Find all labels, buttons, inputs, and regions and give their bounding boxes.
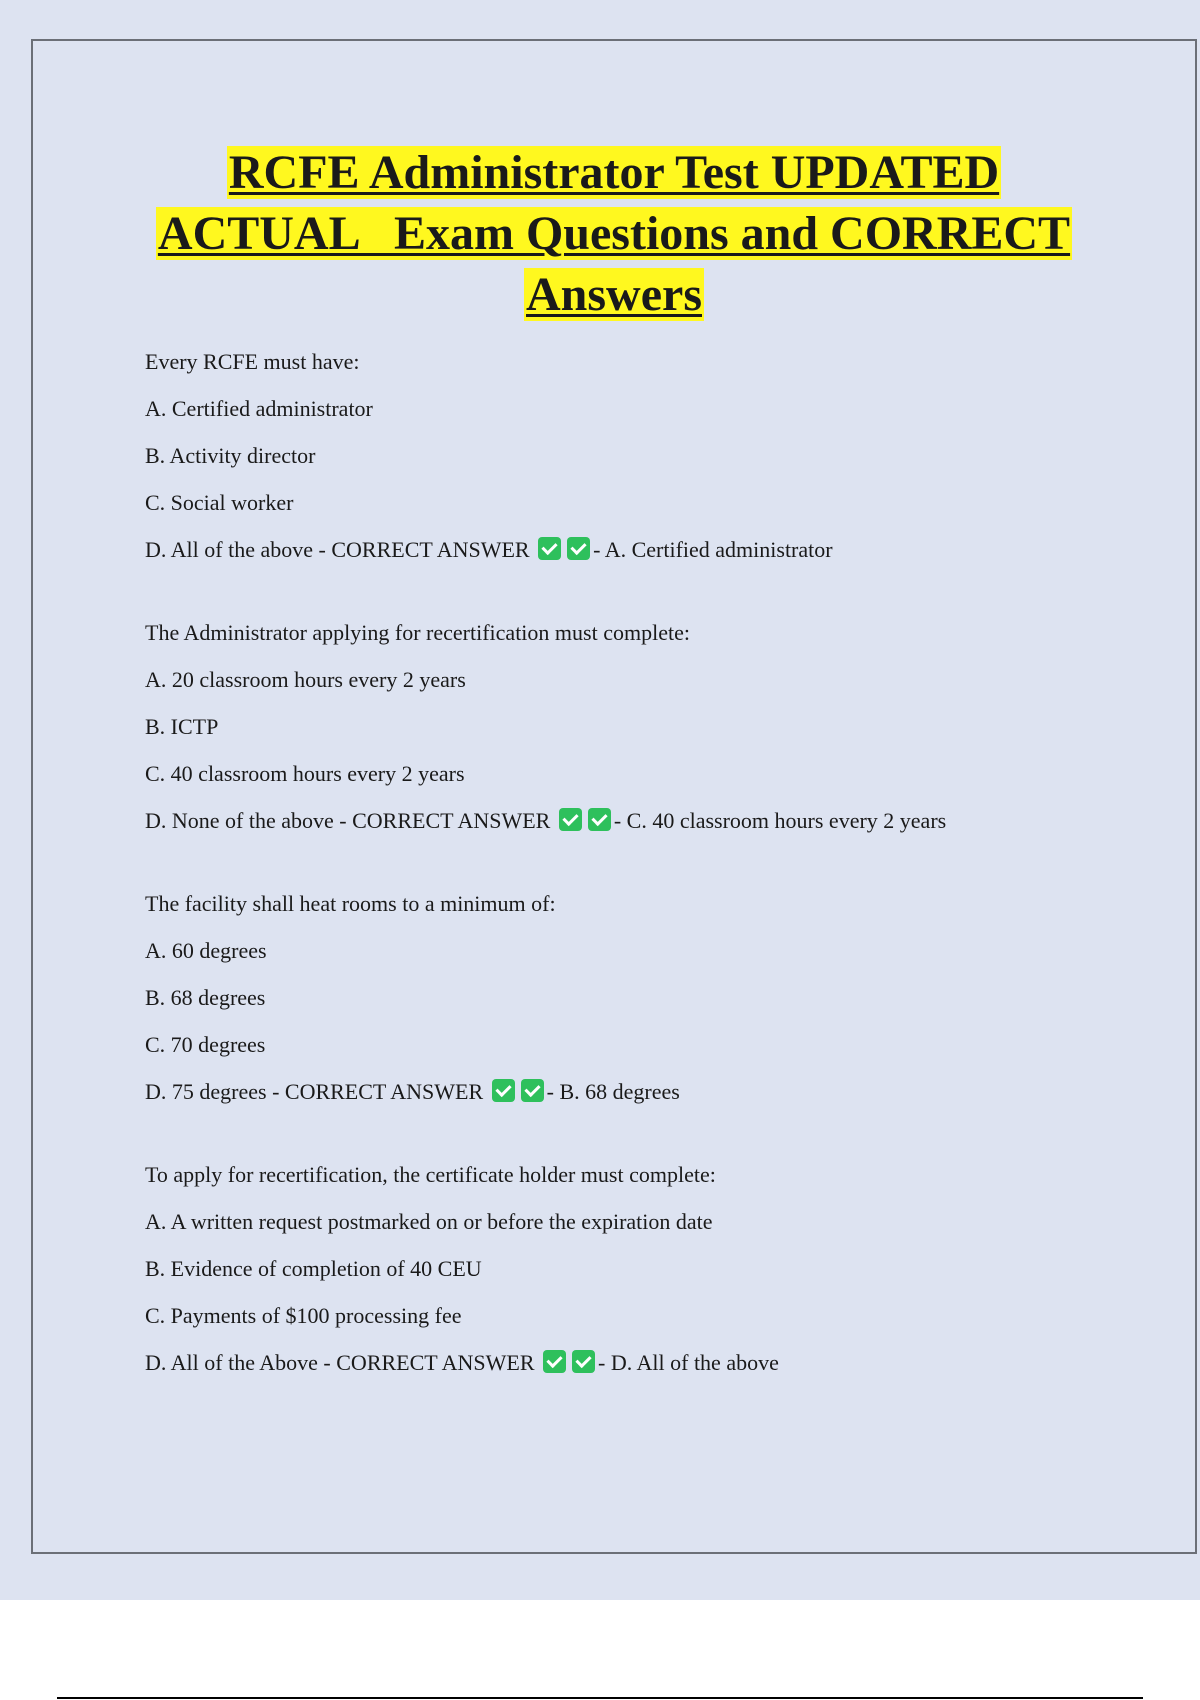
question-4 bbox=[145, 1151, 1145, 1386]
option-a: A. A written request postmarked on or before the expiration date bbox=[145, 1209, 713, 1234]
question-list bbox=[145, 338, 1145, 1422]
option-a: A. 20 classroom hours every 2 years bbox=[145, 667, 466, 692]
question-prompt: To apply for recertification, the certificate holder must complete: bbox=[145, 1162, 716, 1187]
option-a: A. Certified administrator bbox=[145, 396, 373, 421]
option-d-with-answer bbox=[145, 1068, 1145, 1115]
correct-answer: - D. All of the above bbox=[598, 1350, 779, 1375]
option-c: C. Payments of $100 processing fee bbox=[145, 1303, 462, 1328]
title-line-1: RCFE Administrator Test UPDATED bbox=[228, 146, 1000, 199]
option-d-with-answer bbox=[145, 526, 1145, 573]
correct-answer: - C. 40 classroom hours every 2 years bbox=[613, 808, 947, 833]
question-1 bbox=[145, 338, 1145, 573]
check-mark-icon bbox=[567, 537, 590, 560]
option-d-with-answer bbox=[145, 1339, 1145, 1386]
question-prompt: The Administrator applying for recertification must complete: bbox=[145, 620, 690, 645]
question-prompt: The facility shall heat rooms to a minimum of: bbox=[145, 891, 556, 916]
option-c: C. Social worker bbox=[145, 490, 294, 515]
option-d: D. All of the above - CORRECT ANSWER bbox=[145, 537, 530, 562]
option-d: D. None of the above - CORRECT ANSWER bbox=[145, 808, 551, 833]
check-mark-icon bbox=[572, 1350, 595, 1373]
check-mark-icon bbox=[588, 808, 611, 831]
footer-rule bbox=[57, 1697, 1143, 1699]
option-b: B. Activity director bbox=[145, 443, 316, 468]
option-b: B. Evidence of completion of 40 CEU bbox=[145, 1256, 482, 1281]
option-b: B. ICTP bbox=[145, 714, 219, 739]
question-2 bbox=[145, 609, 1145, 844]
option-d: D. All of the Above - CORRECT ANSWER bbox=[145, 1350, 535, 1375]
question-3 bbox=[145, 880, 1145, 1115]
correct-answer: - A. Certified administrator bbox=[593, 537, 833, 562]
title-line-2: ACTUAL Exam Questions and CORRECT bbox=[157, 207, 1071, 260]
check-mark-icon bbox=[543, 1350, 566, 1373]
option-a: A. 60 degrees bbox=[145, 938, 267, 963]
option-d-with-answer bbox=[145, 797, 1145, 844]
check-mark-icon bbox=[521, 1079, 544, 1102]
check-mark-icon bbox=[559, 808, 582, 831]
question-prompt: Every RCFE must have: bbox=[145, 349, 360, 374]
option-b: B. 68 degrees bbox=[145, 985, 266, 1010]
option-c: C. 40 classroom hours every 2 years bbox=[145, 761, 465, 786]
check-mark-icon bbox=[538, 537, 561, 560]
correct-answer: - B. 68 degrees bbox=[546, 1079, 680, 1104]
option-c: C. 70 degrees bbox=[145, 1032, 266, 1057]
document-title bbox=[31, 142, 1197, 325]
check-mark-icon bbox=[492, 1079, 515, 1102]
option-d: D. 75 degrees - CORRECT ANSWER bbox=[145, 1079, 484, 1104]
title-line-3: Answers bbox=[526, 268, 702, 321]
